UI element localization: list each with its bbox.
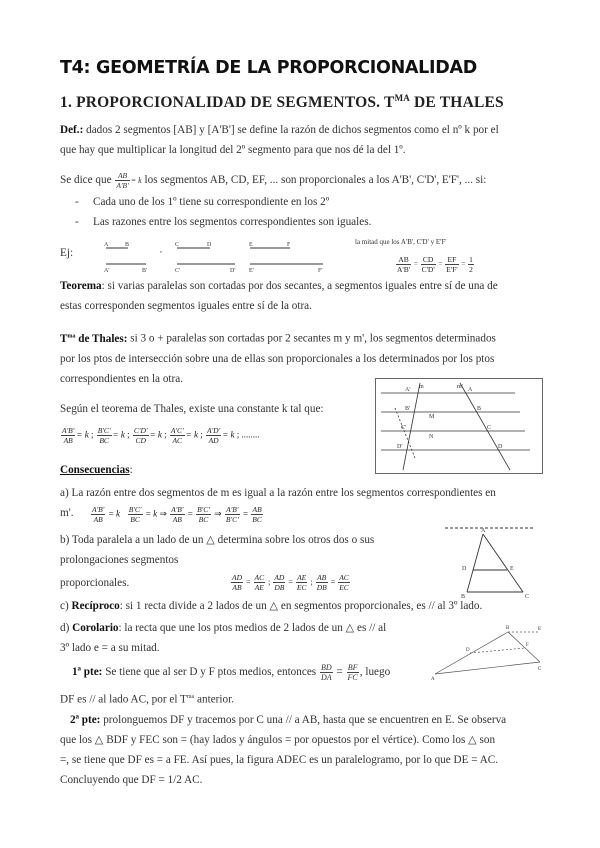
svg-text:B: B (477, 406, 482, 412)
svg-text:A': A' (405, 387, 411, 393)
svg-text:,: , (160, 245, 162, 254)
thales-ratios: $\frac{A'B'}{AB}$ = k ; $\frac{B'C'}{BC}$ = k ; $\frac{C'D'}{CD}$ = k ; $\frac{A'C'}{AC}$ = k ; $\frac{A'D'}{AD}$ = k ; ........ (62, 426, 260, 445)
section-title (60, 93, 504, 112)
consequence-a-formula: $\frac{A'B'}{AB}$ = k $\frac{B'C'}{BC}$ = k ⇒ $\frac{A'B'}{AB}$ = $\frac{B'C'}{BC}$ ⇒ $\frac{A'B'}{B'C'}$ = $\frac{AB}{BC}$ (92, 505, 262, 524)
svg-text:E: E (510, 566, 514, 572)
consequence-a: a) La razón entre dos segmentos de m es igual a la razón entre los segmentos correspondientes en m'. (60, 487, 496, 519)
svg-text:E: E (538, 627, 542, 632)
proof-part2: 2ª pte: prolonguemos DF y tracemos por C una // a AB, hasta que se encuentren en E. Se observa que los △ BDF y FEC son = (hay lados y ángulos = por opuestos por el vértice). Como los △ son =, se tiene que DF es = a FE. Así pues, la figura ADEC es un paralelogramo, por lo que DE = AC. Concluyendo que DF = 1/2 AC. (60, 714, 507, 786)
frac-num: AB (115, 171, 129, 181)
thales-paragraph: $T^{ma}$ de Thales: si 3 o + paralelas son cortadas por 2 secantes m y m', los segmentos determinados por los ptos de intersección sobre una de ellas son proporcionales a los determinados por los ptos correspondientes en la otra. (60, 332, 496, 385)
section-title-sup: MA (394, 93, 410, 103)
proportional-fraction (115, 171, 129, 190)
svg-text:M: M (429, 414, 435, 420)
proportional-suffix: los segmentos AB, CD, EF, ... son proporcionales a los A'B', C'D', E'F', ... si: (144, 174, 487, 186)
proportional-prefix: Se dice que (60, 174, 112, 186)
label-b: B (125, 242, 130, 248)
example-note: la mitad que los A'B', C'D' y E'F' (355, 238, 447, 246)
svg-text:A: A (468, 387, 473, 393)
frac-den: A'B' (116, 180, 129, 190)
label-f-prime: F' (318, 268, 323, 274)
definition-label: Def.: (60, 124, 84, 136)
corolario-figure (430, 622, 545, 682)
section-title-main: 1. PROPORCIONALIDAD DE SEGMENTOS. T (60, 94, 395, 112)
frac-eq: = k (130, 176, 142, 185)
label-e-prime: E' (249, 268, 254, 274)
svg-text:C': C' (401, 425, 407, 431)
consequence-b-formula: $\frac{AD}{AB}$ = $\frac{AC}{AE}$ ; $\frac{AD}{DB}$ = $\frac{AE}{EC}$ ; $\frac{AB}{DB}$ = $\frac{AC}{EC}$ (232, 573, 349, 592)
label-d-prime: D' (230, 268, 236, 274)
svg-text:A: A (431, 677, 435, 682)
label-b-prime: B' (142, 268, 148, 274)
svg-text:D: D (462, 566, 467, 572)
svg-text:C: C (525, 594, 530, 600)
list-item: - Cada uno de los 1º tiene su correspondiente en los 2º (75, 196, 330, 208)
label-e: E (249, 242, 253, 248)
thales-constant-line: Según el teorema de Thales, existe una constante k tal que: (60, 403, 324, 415)
consequence-c: c) Recíproco: si 1 recta divide a 2 lados de un △ en segmentos proporcionales, es // al 3º lado. (60, 600, 483, 612)
thales-figure (375, 378, 543, 474)
label-a-prime: A' (104, 268, 110, 274)
label-d: D (207, 242, 212, 248)
proof-part1-line2: DF es // al lado AC, por el $T^{ma}$ anterior. (60, 693, 234, 706)
definition-line1: dados 2 segmentos [AB] y [A'B'] se define la razón de dichos segmentos como el nº k por el (83, 124, 499, 136)
svg-text:C: C (538, 667, 542, 672)
definition-line2: que hay que multiplicar la longitud del 2º segmento para que nos dé la del 1º. (60, 144, 406, 156)
svg-text:B: B (506, 626, 510, 631)
proportional-sentence (60, 170, 486, 191)
section-title-end: DE THALES (409, 94, 504, 112)
svg-text:A: A (481, 528, 486, 534)
label-f: F (287, 242, 291, 248)
svg-text:N: N (429, 434, 434, 440)
theorem-paragraph: Teorema: si varias paralelas son cortadas por dos secantes, a segmentos iguales entre sí de una de estas corresponden segmentos iguales entre sí de la otra. (60, 280, 498, 312)
consequence-b-end: proporcionales. (60, 577, 130, 589)
consequence-d: d) Corolario: la recta que une los ptos medios de 2 lados de un △ es // al 3º lado e = a su mitad. (60, 622, 387, 654)
label-a: A (104, 242, 109, 248)
example-segments (100, 240, 335, 275)
svg-text:F: F (526, 643, 529, 648)
svg-text:D: D (466, 648, 470, 653)
svg-text:D': D' (397, 444, 403, 450)
example-ratios: $\frac{AB}{A'B'}$ = $\frac{CD}{C'D'}$ = $\frac{EF}{E'F'}$ = $\frac{1}{2}$ (397, 255, 473, 274)
consequence-b: b) Toda paralela a un lado de un △ determina sobre los otros dos o sus prolongaciones segmentos (60, 534, 375, 566)
label-c-prime: C' (175, 268, 181, 274)
bullet-list (75, 192, 371, 232)
document-title: T4: GEOMETRÍA DE LA PROPORCIONALIDAD (60, 58, 477, 78)
svg-text:B': B' (405, 406, 411, 412)
triangle-figure (445, 522, 545, 600)
svg-text:C: C (487, 425, 492, 431)
fig-label-m: m (419, 384, 424, 390)
list-item: - Las razones entre los segmentos correspondientes son iguales. (75, 216, 372, 228)
example-label: Ej: (60, 247, 74, 259)
proof-part1: 1ª pte: Se tiene que al ser D y F ptos medios, entonces $\frac{BD}{DA}$ = $\frac{BF}{FC}$ , luego (72, 662, 391, 682)
definition-paragraph (60, 120, 542, 160)
consequences-title: Consecuencias: (60, 464, 133, 476)
label-c: C (175, 242, 180, 248)
svg-text:D: D (498, 444, 503, 450)
thales-label: $T^{ma}$ de Thales: (60, 332, 128, 345)
theorem-label: Teorema (60, 280, 102, 292)
svg-text:B: B (461, 594, 466, 600)
fig-label-m-prime: m' (457, 384, 463, 390)
